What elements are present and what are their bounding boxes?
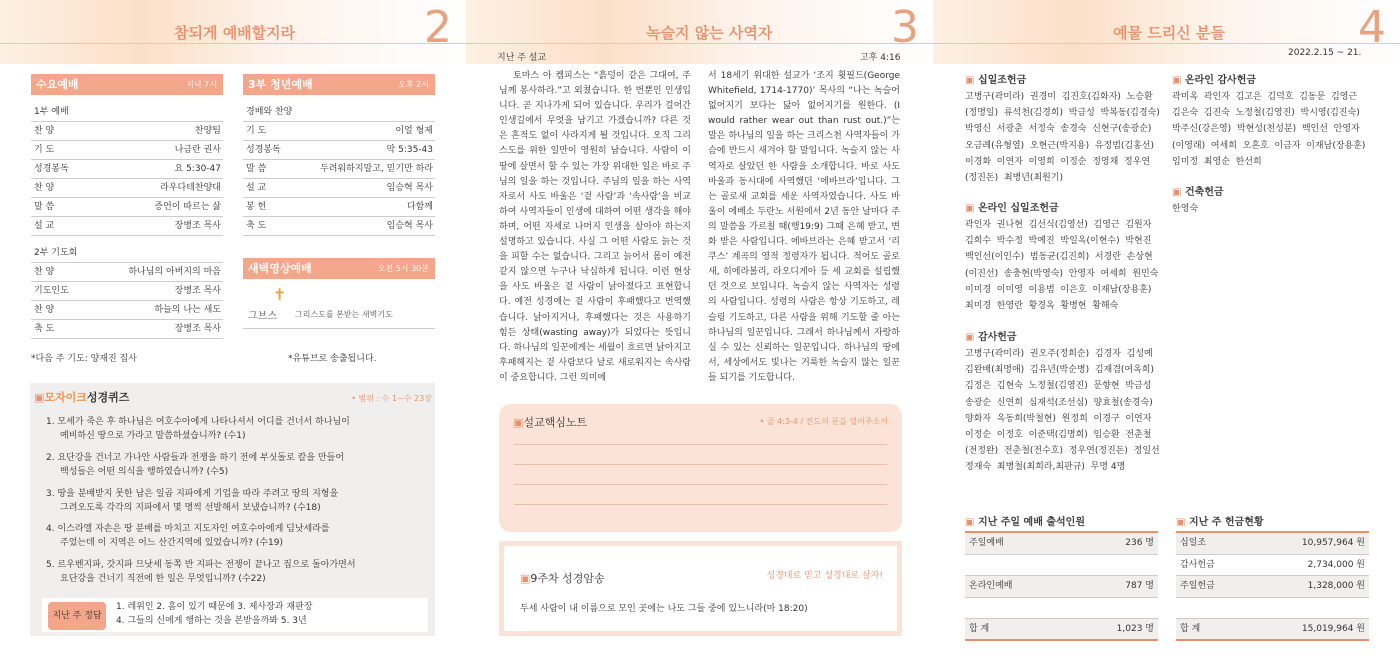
gift-group-title: ▣ 십일조헌금 [965, 75, 1027, 86]
row-value: 다함께 [406, 202, 433, 212]
answer-label: 지난 주 정답 [48, 602, 106, 630]
sermon-notes [499, 404, 902, 532]
gift-line: 정재숙 최병철(최희라,최판규) 무명 4명 [965, 462, 1126, 473]
program-row [31, 122, 223, 141]
group-title: 2부 기도회 [31, 244, 223, 263]
memory-motto: 성경대로 믿고 성경대로 살자! [766, 571, 883, 581]
gift-line: 김완배(최명애) 김유년(박순병) 김재겸(여옥희) [965, 365, 1155, 376]
page-2 [0, 0, 466, 662]
table-label: 합 계 [969, 624, 990, 634]
gift-names [1172, 201, 1198, 217]
gift-line: (정진돈) 최병년(최원기) [965, 173, 1064, 184]
row-label: 말 씀 [34, 202, 55, 212]
row-value: 장병조 목사 [174, 221, 221, 231]
table-value: 10,957,964 원 [1301, 538, 1365, 548]
gift-line: 이정순 이정호 이준택(김명희) 임승환 전춘철 [965, 430, 1152, 441]
quiz-item [46, 558, 416, 586]
table-value: 787 명 [1125, 581, 1154, 591]
prayer-note: *다음 주 기도: 양재진 집사 [31, 354, 137, 364]
gift-group-title: ▣ 온라인 감사헌금 [1172, 75, 1257, 86]
gift-line: 임미정 최영순 한선희 [1172, 156, 1262, 167]
table-value: 15,019,964 원 [1301, 624, 1365, 634]
gift-names [965, 89, 1160, 186]
table-label: 십일조 [1180, 538, 1207, 548]
gift-line: 박주신(강은영) 박현성(천성분) 백인선 안영자 [1172, 124, 1360, 135]
page-number: 3 [891, 2, 919, 53]
gift-line: (전정완) 전춘철(전수호) 정우연(정진돈) 정일선 [965, 446, 1160, 457]
table-label: 합 계 [1180, 624, 1201, 634]
row-label: 찬 양 [34, 267, 55, 277]
row-label: 찬 양 [34, 126, 55, 136]
program-row [31, 282, 223, 301]
gift-names [965, 346, 1160, 476]
table-row [1176, 576, 1369, 598]
row-value: 라우다테찬양대 [160, 183, 221, 193]
sermon-column-1: 토마스 아 켐피스는 “흙덩이 같은 그대여, 주님께 봉사하라.”고 외쳤습니다. 한 번뿐인 인생입니다. 곧 지나가게 되어 있습니다. 우리가 걸어간 인생길에서 무엇을 남기고 가겠습니까? 다른 것은 흔적도 없이 사라지게 될 것입니다. 오직 그리스도를 위한 일만이 영원히 남습니다. 사람이 이 땅에 살면서 할 수 있는 가장 위대한 일은 바로 주님의 일을 하는 것입니다. 주님의 일을 하는 사역자로서 사도 바울은 ‘겉 사람’과 ‘속사람’을 비교하여 사역자들이 인생에 대하여 어떤 생각을 해야 하며, 어떤 자세로 나머지 인생을 살아야 하는지 설명하고 있습니다. 사실 그 어떤 사람도 늙는 것을 피할 수는 없습니다. 그리고 늙어서 몸이 예전 같지 않으면 누구나 낙심하게 됩니다. 이런 현상을 사도 바울은 겉 사람이 낡아졌다고 표현합니다. 예전 성경에는 겉 사람이 후패했다고 번역했습니다. 낡아지거나, 후패했다는 것은 사용하기 힘든 상태(wasting away)가 되었다는 뜻입니다. 하나님의 일꾼에게는 세월이 흐르면 낡아지고 후패해지는 겉 사람보다 날로 새로워지는 속사람이 중요합니다. 그런 의미에 [499, 71, 691, 383]
row-label: 기 도 [34, 145, 55, 155]
table-row [1176, 619, 1369, 641]
quiz-question: 1. 모세가 죽은 후 하나님은 여호수아에게 나타나셔서 어디를 건너서 하나님이 [46, 417, 350, 427]
table-row [1176, 598, 1369, 620]
program-row [31, 179, 223, 198]
section-title: 3부 청년예배 오후 2시 [243, 74, 435, 95]
gift-line: 최미경 한영란 황경옥 황병현 황해숙 [965, 301, 1119, 312]
dawn-logo: ✝ 그브스 그리스도를 본받는 새벽기도 [243, 279, 435, 329]
table-row [965, 576, 1158, 598]
gift-line: 고병구(곽미라) 권경미 김진호(김화자) 노승환 [965, 92, 1153, 102]
page-title: 녹슬지 않는 사역자 [646, 24, 773, 42]
row-label: 축 도 [34, 324, 55, 334]
program-row [243, 141, 435, 160]
row-label: 설 교 [246, 183, 267, 193]
row-value: 찬양팀 [194, 126, 221, 136]
quiz-question-cont: 그려오도록 각각의 지파에서 몇 명씩 선발해서 보냈습니까? (수18) [60, 503, 321, 513]
program-row [243, 198, 435, 217]
table-title: ▣ 지난 주일 예배 출석인원 [965, 513, 1158, 533]
row-value: 장병조 목사 [174, 324, 221, 334]
gift-group-title: ▣ 건축헌금 [1172, 187, 1224, 198]
youth-worship [243, 74, 435, 329]
row-label: 찬 양 [34, 305, 55, 315]
row-label: 말 씀 [246, 164, 267, 174]
table-title: ▣ 지난 주 헌금현황 [1176, 513, 1369, 533]
page-title: 참되게 예배할지라 [174, 24, 296, 42]
gift-line: 김희수 박수정 박예진 박일옥(이현수) 박현진 [965, 236, 1152, 247]
sermon-ref: 고후 4:16 [860, 53, 901, 63]
quiz-question-cont: 요단강을 건너기 직전에 한 일은 무엇입니까? (수22) [60, 574, 266, 584]
table-value: 1,023 명 [1116, 624, 1154, 634]
answer-line: 4. 그들의 신에게 행하는 것을 본받을까봐 5. 3년 [116, 616, 307, 626]
table-row [965, 619, 1158, 641]
table-value: 1,328,000 원 [1307, 581, 1365, 591]
quiz-question-cont: 예비하신 땅으로 가라고 말씀하셨습니까? (수1) [60, 431, 246, 441]
sermon-label: 지난 주 설교 [497, 53, 547, 63]
gift-line: 백인선(이인수) 범동균(김진희) 서경란 손상현 [965, 252, 1153, 263]
gift-names [1172, 89, 1365, 170]
gift-group-title: ▣ 온라인 십일조헌금 [965, 203, 1059, 214]
youtube-note: *유튜브로 송출됩니다. [288, 354, 377, 364]
dawn-section-title: 새벽영상예배 오전 5시 30분 [243, 258, 435, 279]
row-label: 봉 헌 [246, 202, 267, 212]
table-row [1176, 555, 1369, 577]
memory-text: 두세 사람이 내 이름으로 모인 곳에는 나도 그들 중에 있느니라(마 18:20) [520, 604, 808, 614]
quiz-range: • 범위 : 수 1~수 23장 [351, 394, 432, 403]
quiz-question-cont: 백성들은 어떤 의식을 행하였습니까? (수5) [60, 467, 229, 477]
gift-line: (이영래) 여세희 오흔호 이금자 이재남(장용훈) [1172, 140, 1366, 151]
gift-line: 곽인자 권나현 김선식(김영선) 김영근 김원자 [965, 220, 1152, 230]
table-label: 감사헌금 [1180, 559, 1215, 570]
row-value: 임승혁 목사 [386, 183, 433, 193]
page-number: 2 [424, 2, 452, 53]
quiz-title: ▣모자이크성경퀴즈 [34, 391, 130, 404]
group-title: 경배와 찬양 [243, 103, 435, 122]
program-row [243, 217, 435, 236]
table-value: 2,734,000 원 [1307, 559, 1365, 570]
program-row [31, 320, 223, 339]
page-title: 예물 드리신 분들 [1113, 24, 1225, 42]
row-value: 나금란 권사 [174, 145, 221, 155]
program-row [243, 160, 435, 179]
gift-line: 이미경 이미영 이용범 이은호 이재남(장용훈) [965, 284, 1152, 295]
row-label: 설 교 [34, 221, 55, 231]
table-row [1176, 533, 1369, 555]
program-row [31, 263, 223, 282]
quiz-question: 5. 르우벤지파, 갓지파 므낫세 동쪽 반 지파는 전쟁이 끝나고 집으로 돌아가면서 [46, 560, 356, 570]
row-value: 이얼 형제 [395, 126, 433, 136]
row-label: 성경봉독 [34, 164, 69, 174]
wednesday-worship [31, 74, 223, 339]
gift-line: 김정은 김현숙 노정철(김영진) 문향현 박금성 [965, 381, 1152, 392]
gift-line: 고병구(곽미라) 권오주(정희순) 김경자 김성예 [965, 349, 1153, 359]
program-row [31, 160, 223, 179]
quiz-question-cont: 주었는데 이 지역은 어느 산간지역에 있었습니까? (수19) [60, 538, 283, 548]
table-row [965, 533, 1158, 555]
gift-line: 양화자 옥동희(박철현) 원정희 이경구 이연자 [965, 413, 1152, 424]
quiz-item [46, 487, 416, 515]
program-row [31, 141, 223, 160]
offering-table [1176, 513, 1369, 641]
answer-line: 1. 레위인 2. 흠이 있기 때문에 3. 제사장과 재판장 [116, 602, 313, 612]
quiz-item [46, 415, 416, 443]
row-value: 하늘의 나는 새도 [154, 305, 221, 315]
program-row [243, 122, 435, 141]
table-label: 주일예배 [969, 538, 1004, 548]
gift-line: 한영숙 [1172, 204, 1199, 214]
gift-names [965, 217, 1158, 314]
page-header [0, 0, 466, 64]
section-title: 수요예배 저녁 7시 [31, 74, 223, 95]
row-label: 기 도 [246, 126, 267, 136]
cross-icon: ✝ [273, 285, 287, 304]
row-value: 하나님의 아버지의 마음 [128, 267, 221, 277]
table-row [965, 598, 1158, 620]
gift-line: (정명일) 류석천(김경희) 박금성 박복동(김경숙) [965, 108, 1160, 119]
program-row [31, 301, 223, 320]
row-label: 축 도 [246, 221, 267, 231]
gift-line: 박영신 서광춘 서정숙 송경숙 신현구(송광순) [965, 124, 1152, 135]
notes-title: ▣설교핵심노트 [513, 416, 588, 429]
gift-line: (이진선) 송충현(박영숙) 안영자 여세희 원민숙 [965, 268, 1159, 279]
row-value: 임승혁 목사 [386, 221, 433, 231]
gift-line: 오금례(유형열) 오현근(박지용) 유정범(김홍선) [965, 140, 1155, 151]
group-title: 1부 예배 [31, 103, 223, 122]
table-row [965, 555, 1158, 577]
row-value: 장병조 목사 [174, 286, 221, 296]
quiz-question: 3. 땅을 분배받지 못한 남은 일곱 지파에게 기업을 따라 주려고 땅의 지형을 [46, 489, 339, 499]
row-label: 찬 양 [34, 183, 55, 193]
gift-line: 이경화 이연자 이영희 이정순 정영채 정우연 [965, 156, 1151, 167]
memory-verse [499, 541, 902, 636]
table-label: 온라인예배 [969, 581, 1013, 591]
row-label: 기도인도 [34, 286, 69, 296]
row-value: 요 5:30-47 [174, 164, 221, 174]
table-value: 236 명 [1125, 538, 1154, 548]
row-value: 두려워하지말고, 믿기만 하라 [320, 164, 433, 174]
row-value: 막 5:35-43 [386, 145, 433, 155]
program-row [243, 179, 435, 198]
attendance-table [965, 513, 1158, 641]
page-number: 4 [1358, 2, 1386, 53]
memory-title: ▣9주차 성경암송 [520, 572, 605, 585]
row-label: 성경봉독 [246, 145, 281, 155]
sermon-column-2: 서 18세기 위대한 설교가 ‘조지 휫필드(George Whitefield, 1714-1770)’ 목사의 “나는 녹슬어 없어지기 보다는 닳아 없어지기를 원한다. (I would rather wear out than rust out.)”는 말은 하나님의 일을 하는 크리스천 사역자들이 가슴에 반드시 새겨야 할 말입니다. 녹슬지 않는 사역자로 살았던 한 사람을 소개합니다. 바로 사도 바울과 동시대에 사역했던 ‘에바브라’입니다. 그는 골로새 교회를 세운 사역자였습니다. 사도 바울이 에베소 두란노 서원에서 2년 동안 날마다 주의 말씀을 가르칠 때(행19:9) 그때 은혜 받고, 변화 받은 사람입니다. 에바브라는 은혜 받고서 ‘리쿠스’ 계곡의 영적 정령자가 됩니다. 적어도 골로새, 히에라볼리, 라오디게아 등 세 교회를 설립했던 것으로 보입니다. 녹슬지 않는 사역자는 성령의 사람입니다. 성령의 사람은 항상 기도하고, 레슬링 기도하고, 다른 사람을 위해 기도할 줄 아는 하나님의 일꾼입니다. 그래서 하나님께서 자랑하실 수 있는 신뢰하는 일꾼입니다. 하나님의 땅에서, 세상에서도 빛나는 거룩한 녹슬지 않는 일꾼들 되기를 기도합니다. [708, 71, 900, 383]
table-label: 주일헌금 [1180, 581, 1215, 591]
quiz-item [46, 522, 416, 550]
gift-group-title: ▣ 감사헌금 [965, 332, 1017, 343]
row-value: 증언이 따르는 삶 [154, 202, 221, 212]
quiz-question: 2. 요단강을 건너고 가나안 사람들과 전쟁을 하기 전에 부싯돌로 칼을 만들어 [46, 453, 345, 463]
gift-line: 송광순 신연희 심재석(조선심) 양효철(송경숙) [965, 397, 1153, 408]
offering-date: 2022.2.15 ~ 21. [1288, 48, 1362, 58]
program-row [31, 217, 223, 236]
quiz-question: 4. 이스라엘 자손은 땅 분배를 마치고 지도자인 여호수아에게 딤낫세라를 [46, 524, 330, 534]
gift-line: 곽미옥 곽인자 김고은 김덕호 김동문 김영근 [1172, 92, 1358, 102]
quiz-item [46, 451, 416, 479]
notes-ref: • 골 4:3-4 / 전도의 문을 열어주소서 [759, 417, 888, 426]
gift-line: 김은숙 김진숙 노정철(김영진) 박시영(김진숙) [1172, 108, 1360, 119]
program-row [31, 198, 223, 217]
